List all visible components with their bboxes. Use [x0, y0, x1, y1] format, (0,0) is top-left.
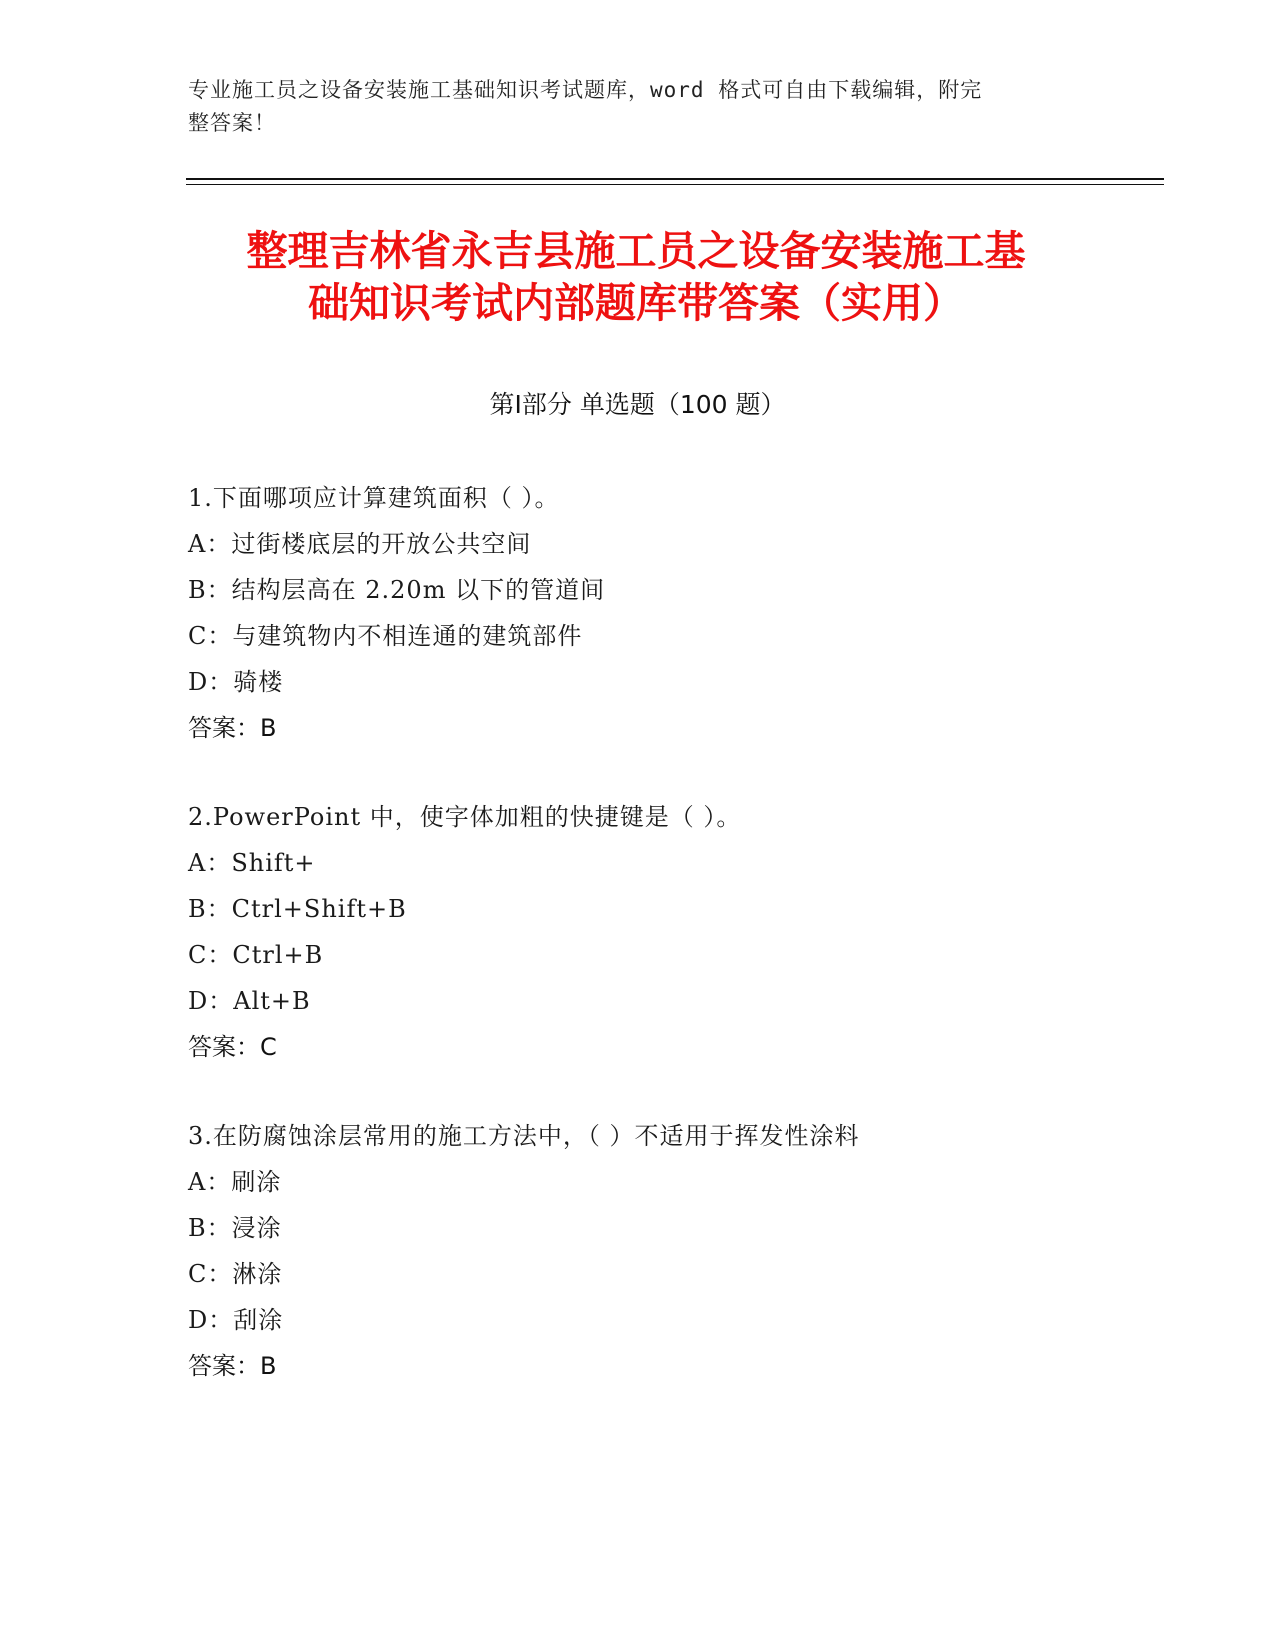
answer: 答案：B	[188, 1352, 277, 1380]
option-c: C：与建筑物内不相连通的建筑部件	[188, 622, 583, 650]
question-1	[188, 475, 1188, 751]
option-d: D：骑楼	[188, 668, 284, 696]
question-2	[188, 794, 1188, 1070]
option-d: D：刮涂	[188, 1306, 284, 1334]
section-title: 第Ⅰ部分 单选题（100 题）	[489, 390, 786, 419]
answer: 答案：B	[188, 714, 277, 742]
header-divider-thick	[186, 178, 1164, 180]
option-a: A：过街楼底层的开放公共空间	[188, 530, 532, 558]
option-b: B：结构层高在 2.20m 以下的管道间	[188, 576, 606, 604]
question-stem: 3.在防腐蚀涂层常用的施工方法中，（ ）不适用于挥发性涂料	[188, 1122, 860, 1150]
question-3	[188, 1113, 1188, 1389]
option-c: C：Ctrl+B	[188, 941, 324, 969]
answer: 答案：C	[188, 1033, 277, 1061]
question-stem: 2.PowerPoint 中，使字体加粗的快捷键是（ ）。	[188, 803, 742, 831]
option-d: D：Alt+B	[188, 987, 311, 1015]
document-title-line-1: 整理吉林省永吉县施工员之设备安装施工基	[246, 227, 1026, 275]
question-stem: 1.下面哪项应计算建筑面积（ ）。	[188, 484, 560, 512]
header-note-line-2: 整答案！	[188, 111, 276, 135]
header-note-line-1: 专业施工员之设备安装施工基础知识考试题库，word 格式可自由下载编辑，附完	[188, 78, 983, 102]
document-title	[186, 225, 1086, 329]
option-a: A：Shift+	[188, 849, 316, 877]
option-a: A：刷涂	[188, 1168, 282, 1196]
option-b: B：Ctrl+Shift+B	[188, 895, 407, 923]
option-b: B：浸涂	[188, 1214, 282, 1242]
question-list	[188, 475, 1188, 1432]
header-divider-thin	[186, 184, 1164, 185]
header-note	[188, 74, 1068, 140]
document-title-line-2: 础知识考试内部题库带答案（实用）	[308, 279, 964, 327]
option-c: C：淋涂	[188, 1260, 283, 1288]
